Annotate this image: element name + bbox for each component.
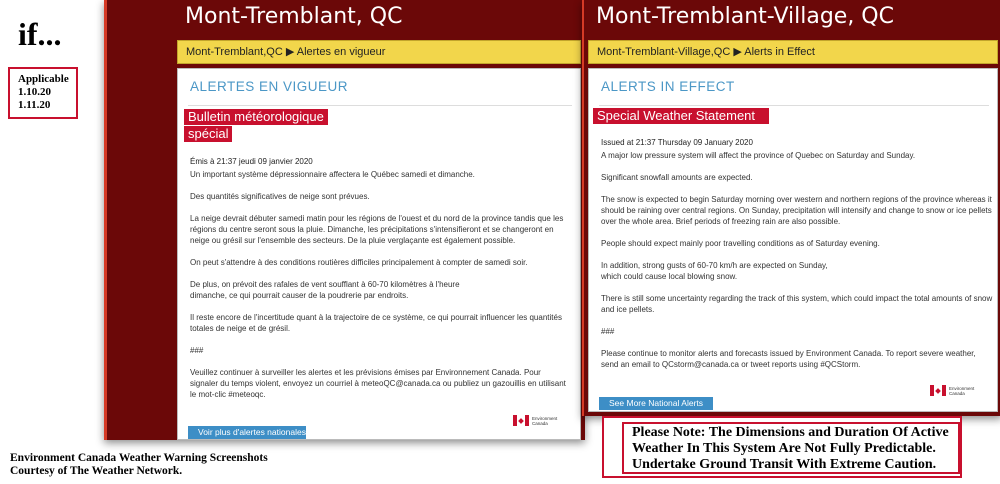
french-alert-panel [104,0,585,440]
city-title: Mont-Tremblant-Village, QC [596,4,894,29]
alerts-heading: ALERTS IN EFFECT [601,79,735,94]
alert-content [588,68,998,412]
alert-body [601,150,993,381]
alert-paragraph: Please continue to monitor alerts and forecasts issued by Environment Canada. To report severe weather, send an email to QCstorm@canada.ca or tweet reports using #QCStorm. [601,349,976,369]
alert-paragraph: La neige devrait débuter samedi matin pour les régions de l'ouest et du nord de la province tandis que les régions du centre seront sous la pluie. Dimanche, les précipitations s'intensifieront et se changeront en neige ou grésil sur l'ensemble des secteurs. De la pluie verglaçante est également possible. [190,214,564,245]
city-title: Mont-Tremblant, QC [185,4,403,29]
alert-paragraph: A major low pressure system will affect the province of Quebec on Saturday and Sunday. [601,151,916,160]
logo-text: Environment Canada [532,415,558,426]
environment-canada-logo [513,415,566,426]
alert-paragraph: Veuillez continuer à surveiller les alertes et les prévisions émises par Environnement Canada. Pour signaler du temps violent, envoyez un courriel à meteoQC@canada.ca ou publiez un gazouillis en utilisant le mot-clic #meteoqc. [190,368,566,399]
english-alert-panel [582,0,1000,416]
breadcrumb[interactable]: Mont-Tremblant-Village,QC ▶ Alerts in Effect [588,40,998,64]
credits [10,452,268,478]
applicable-date-1: 1.10.20 [18,86,51,98]
alert-paragraph: De plus, on prévoit des rafales de vent soufflant à 60-70 kilomètres à l'heure dimanche, ce qui pourrait causer de la poudrerie par endroits. [190,280,460,300]
if-title: if... [18,16,62,52]
alert-paragraph: ### [190,346,204,355]
canada-flag-icon [930,385,946,396]
more-national-alerts-button[interactable]: See More National Alerts [599,397,713,410]
credits-line-2: Courtesy of The Weather Network. [10,465,183,477]
alert-body [190,169,566,411]
issued-time: Émis à 21:37 jeudi 09 janvier 2020 [190,157,313,166]
bulletin-title-line-1: Bulletin météorologique [184,109,328,125]
alert-content [177,68,581,440]
heading-divider [599,105,989,106]
logo-text: Environment Canada [949,385,975,396]
warning-note-box [602,416,962,478]
alert-paragraph: There is still some uncertainty regarding the track of this system, which could impact the total amounts of snow and ice pellets. [601,294,993,314]
alert-paragraph: Il reste encore de l'incertitude quant à la trajectoire de ce système, ce qui pourrait influencer les quantités totales de neige et de grésil. [190,313,562,333]
alert-paragraph: Significant snowfall amounts are expected. [601,173,753,182]
more-national-alerts-button[interactable]: Voir plus d'alertes nationales [188,426,306,439]
bulletin-title-line-2: spécial [184,126,232,142]
heading-divider [188,105,572,106]
alert-paragraph: On peut s'attendre à des conditions routières difficiles principalement à compter de samedi soir. [190,258,528,267]
applicable-box [8,67,78,119]
applicable-label: Applicable [18,73,69,85]
alert-paragraph: In addition, strong gusts of 60-70 km/h are expected on Sunday, which could cause local blowing snow. [601,261,828,281]
alert-paragraph: Des quantités significatives de neige sont prévues. [190,192,370,201]
warning-note-text: Please Note: The Dimensions and Duration Of Active Weather In This System Are Not Fully Predictable. Undertake Ground Transit With Extreme Caution. [632,425,949,472]
breadcrumb[interactable]: Mont-Tremblant,QC ▶ Alertes en vigueur [177,40,581,64]
applicable-date-2: 1.11.20 [18,99,51,111]
credits-line-1: Environment Canada Weather Warning Screenshots [10,452,268,464]
environment-canada-logo [930,385,983,396]
alerts-heading: ALERTES EN VIGUEUR [190,79,349,94]
alert-paragraph: Un important système dépressionnaire affectera le Québec samedi et dimanche. [190,170,475,179]
statement-title: Special Weather Statement [593,108,769,124]
alert-paragraph: The snow is expected to begin Saturday morning over western and northern regions of the province whereas it should be raining over central regions. On Sunday, precipitation will intensify and change to snow or ice pellets over the whole area. Brief periods of freezing rain are also possible. [601,195,992,226]
alert-paragraph: ### [601,327,615,336]
canada-flag-icon [513,415,529,426]
issued-time: Issued at 21:37 Thursday 09 January 2020 [601,138,753,147]
alert-paragraph: People should expect mainly poor travelling conditions as of Saturday evening. [601,239,880,248]
